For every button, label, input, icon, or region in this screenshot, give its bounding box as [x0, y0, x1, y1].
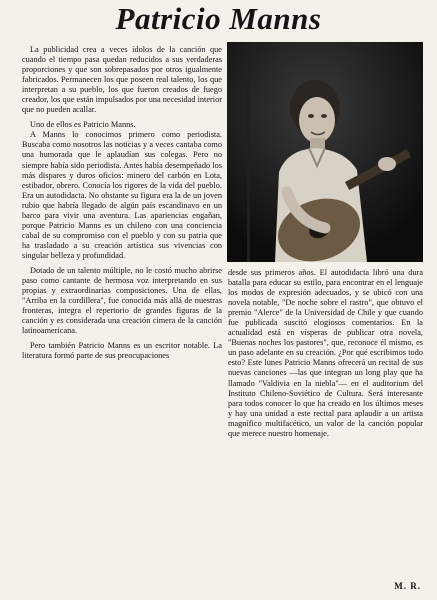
author-signature: M. R. — [394, 581, 421, 591]
paragraph-one-of-them: Uno de ellos es Patricio Manns. — [30, 120, 136, 130]
paragraph-continuation: desde sus primeros años. El autodidacta libró una dura batalla para educar su estilo, para encontrar en el lenguaje los modos de expresión adecuados, y se ubicó con una novela notable, "De noche sobre el rastro", que obtuvo el premio "Alerce" de la Universidad de Chile y que cuando fue publicada suscitó elogiosos comentarios. En la actualidad está en vísperas de publicar otra novela, "Buenas noches los pastores", que, reconoce él mismo, es un paso adelante en su creación. ¿Por qué escribimos todo esto? Este lunes Patricio Manns ofrecerá un recital de sus nuevas canciones —las que integran un long play que ha llamado "Valdivia en la niebla"— en el auditorium del Instituto Chileno-Soviético de Cultura. Será interesante para todos conocer lo que ha creado en los últimos meses y hay una unidad a este recital para aplaudir a un artista magnífico multifacético, un valor de la canción popular que merece nuestro homenaje. — [228, 268, 423, 438]
paragraph-intro: La publicidad crea a veces ídolos de la canción que cuando el tiempo pasa quedan reducidos a sus verdaderas proporciones y que son sobrepasados por otros igualmente fabricados. Permanecen los que poseen real talento, los que interpretan a su pueblo, los que fueron creados de fuego creador, los que están impulsados por una necesidad interior que no pueden acallar. — [22, 45, 222, 115]
article-right-column — [228, 268, 423, 592]
paragraph-journalist: A Manns lo conocimos primero como periodista. Buscaba como nosotros las noticias y a veces cantaba como una humorada que le aplaudían sus colegas. Pero no siempre había sido periodista. Antes había desempeñado los más dispares y duros oficios: minero del carbón en Lota, estibador, obrero. Conocía los rigores de la vida del pueblo. Era un autodidacta. No obstante su figura era la de un joven rubio que habría llegado de algún país escandinavo en un barco para vivir una aventura. Las apariencias engañan, porque Patricio Manns es un chileno con una conciencia cabal de su compromiso con el pueblo y con su patria que ha trasladado a su creación artística sus vivencias con singular belleza y profundidad. — [22, 130, 222, 260]
paragraph-talent: Dotado de un talento múltiple, no le costó mucho abrirse paso como cantante de hermosa voz interpretando en sus propias y extraordinarias composiciones. Una de ellas, "Arriba en la cordillera", fue conocida más allá de nuestras fronteras, integra el repertorio de grandes figuras de la canción y es considerada una creación cimera de la canción latinoamericana. — [22, 265, 222, 336]
article-title: Patricio Manns — [115, 1, 322, 36]
article-left-column — [22, 45, 222, 592]
paragraph-writer: Pero también Patricio Manns es un escritor notable. La literatura formó parte de sus preocupaciones — [22, 341, 222, 361]
musician-photo — [227, 42, 423, 262]
